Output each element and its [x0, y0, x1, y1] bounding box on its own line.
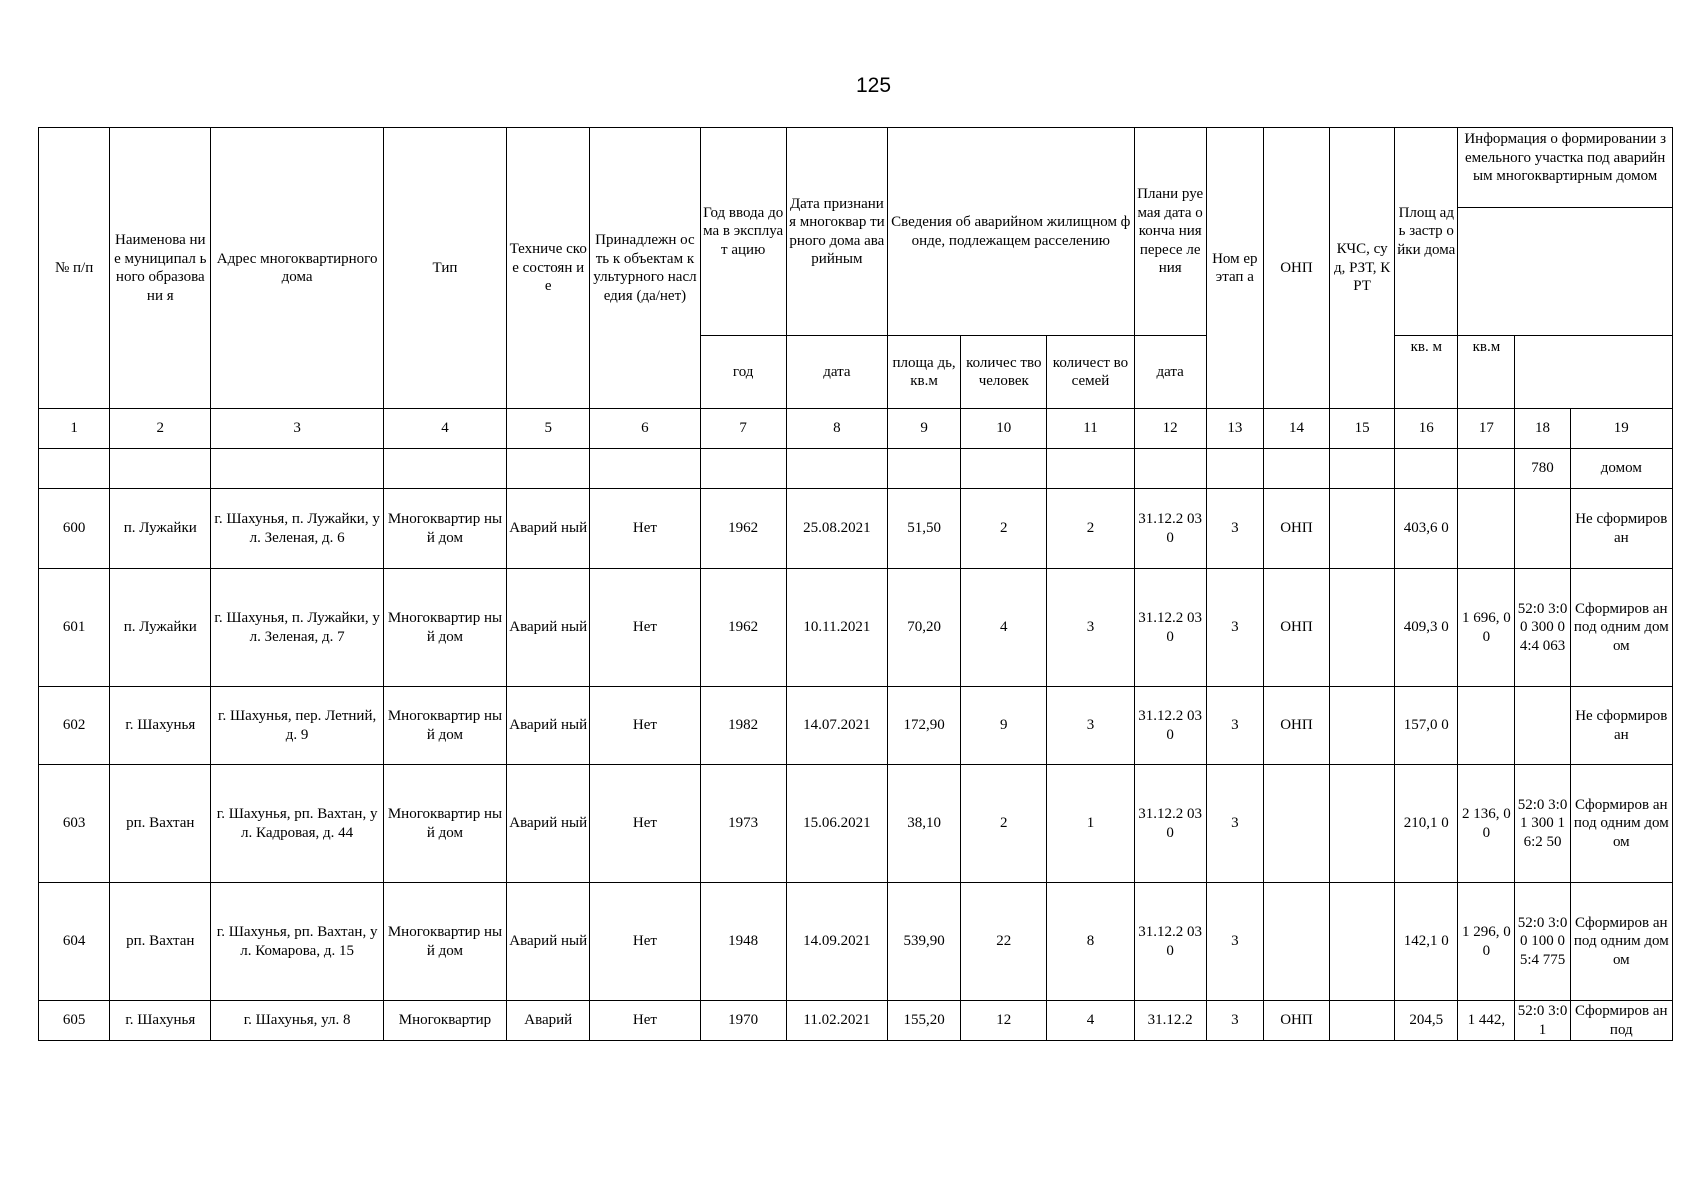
- table-cell-kchs: [1330, 765, 1395, 883]
- table-cell-people: 12: [961, 1001, 1047, 1041]
- table-cell-cadastre: 52:0 3:00 300 04:4 063: [1515, 569, 1570, 687]
- table-cell-plan-date: 31.12.2 030: [1134, 687, 1206, 765]
- table-cell-heritage: Нет: [590, 687, 700, 765]
- emergency-housing-table: [38, 127, 1673, 1041]
- table-cell-area: 172,90: [888, 687, 961, 765]
- column-number: 12: [1134, 409, 1206, 449]
- column-number: 18: [1515, 409, 1570, 449]
- table-cell-area: 51,50: [888, 489, 961, 569]
- table-cell-mo: рп. Вахтан: [110, 883, 211, 1001]
- header-cell: год: [700, 336, 786, 409]
- table-row: [39, 1001, 1673, 1041]
- table-cell-n: 603: [39, 765, 110, 883]
- table-cell-date: 25.08.2021: [786, 489, 887, 569]
- table-cell-area: 155,20: [888, 1001, 961, 1041]
- header-cell: Площ адь застр ойки дома: [1395, 128, 1458, 336]
- column-number: 6: [590, 409, 700, 449]
- column-number: 5: [507, 409, 590, 449]
- table-cell-n: 604: [39, 883, 110, 1001]
- table-cell-kchs: [1330, 569, 1395, 687]
- column-number: 4: [383, 409, 506, 449]
- table-cell-stage: 3: [1206, 1001, 1263, 1041]
- table-cell-heritage: Нет: [590, 489, 700, 569]
- table-cell-type: Многоквартир ный дом: [383, 489, 506, 569]
- header-cell: Наименова ние муниципал ьного образовани я: [110, 128, 211, 409]
- table-cell-people: 4: [961, 569, 1047, 687]
- header-row-1: [39, 128, 1673, 336]
- table-cell-people: 9: [961, 687, 1047, 765]
- table-cell-built-area: 409,3 0: [1395, 569, 1458, 687]
- table-cell-type: Многоквартир ный дом: [383, 883, 506, 1001]
- table-cell-address: г. Шахунья, п. Лужайки, ул. Зеленая, д. 7: [211, 569, 383, 687]
- table-cell-people: 2: [961, 765, 1047, 883]
- page-number: 125: [855, 74, 892, 97]
- header-cell: дата: [1134, 336, 1206, 409]
- column-number: 2: [110, 409, 211, 449]
- table-cell-kchs: [1330, 489, 1395, 569]
- table-cell-land-area: [1458, 687, 1515, 765]
- table-cell-year: 1982: [700, 687, 786, 765]
- table-cell-heritage: Нет: [590, 883, 700, 1001]
- table-cell-n: 605: [39, 1001, 110, 1041]
- table-cell-onp: [1263, 765, 1329, 883]
- table-cell-cadastre: 52:0 3:00 100 05:4 775: [1515, 883, 1570, 1001]
- table-cell-people: 22: [961, 883, 1047, 1001]
- header-cell: кв. м: [1395, 336, 1458, 409]
- table-cell-cadastre: 52:0 3:01 300 16:2 50: [1515, 765, 1570, 883]
- table-cell-heritage: Нет: [590, 1001, 700, 1041]
- column-number: 15: [1330, 409, 1395, 449]
- table-cell-address: г. Шахунья, ул. 8: [211, 1001, 383, 1041]
- table-cell-families: 4: [1047, 1001, 1134, 1041]
- table-cell-area: 539,90: [888, 883, 961, 1001]
- column-number: 1: [39, 409, 110, 449]
- header-cell: Информация о формировании земельного участка под аварийным многоквартирным домом: [1458, 128, 1672, 208]
- table-cell-date: 15.06.2021: [786, 765, 887, 883]
- table-cell-land-status: Не сформиров ан: [1570, 489, 1672, 569]
- header-cell: кв.м: [1458, 336, 1515, 409]
- table-cell-n: 601: [39, 569, 110, 687]
- column-number: 16: [1395, 409, 1458, 449]
- table-row: [39, 765, 1673, 883]
- table-cell-built-area: 157,0 0: [1395, 687, 1458, 765]
- table-cell-stage: 3: [1206, 883, 1263, 1001]
- table-cell-state: Аварий: [507, 1001, 590, 1041]
- continuation-row: [39, 449, 1673, 489]
- table-cell-plan-date: 31.12.2 030: [1134, 569, 1206, 687]
- table-cell-mo: рп. Вахтан: [110, 765, 211, 883]
- table-cell-n: 600: [39, 489, 110, 569]
- header-cell: ОНП: [1263, 128, 1329, 409]
- table-cell-land-area: [1458, 489, 1515, 569]
- table-cell-date: 10.11.2021: [786, 569, 887, 687]
- table-cell-type: Многоквартир: [383, 1001, 506, 1041]
- table-cell-mo: п. Лужайки: [110, 569, 211, 687]
- table-cell-date: 14.07.2021: [786, 687, 887, 765]
- table-cell-kchs: [1330, 687, 1395, 765]
- table-cell-heritage: Нет: [590, 765, 700, 883]
- table-cell-address: г. Шахунья, рп. Вахтан, ул. Комарова, д. 15: [211, 883, 383, 1001]
- table-cell-families: 2: [1047, 489, 1134, 569]
- table-cell-land-area: 1 296, 00: [1458, 883, 1515, 1001]
- header-cell: Принадлежн ость к объектам культурного наследия (да/нет): [590, 128, 700, 409]
- header-cell: Ном ер этап а: [1206, 128, 1263, 409]
- table-cell-cadastre: [1515, 687, 1570, 765]
- table-cell-people: 2: [961, 489, 1047, 569]
- header-cell-spacer: [1515, 336, 1673, 409]
- table-cell-plan-date: 31.12.2 030: [1134, 883, 1206, 1001]
- header-cell: КЧС, суд, РЗТ, КРТ: [1330, 128, 1395, 409]
- header-cell: Дата признания многоквар тирного дома аварийным: [786, 128, 887, 336]
- table-cell-stage: 3: [1206, 687, 1263, 765]
- header-cell: Год ввода дома в эксплуат ацию: [700, 128, 786, 336]
- table-cell-state: Аварий ный: [507, 489, 590, 569]
- table-cell-type: Многоквартир ный дом: [383, 765, 506, 883]
- table-cell-state: Аварий ный: [507, 883, 590, 1001]
- table-cell-n: 602: [39, 687, 110, 765]
- column-number: 10: [961, 409, 1047, 449]
- table-cell-address: г. Шахунья, рп. Вахтан, ул. Кадровая, д. 44: [211, 765, 383, 883]
- table-cell-type: Многоквартир ный дом: [383, 569, 506, 687]
- table-cell-families: 8: [1047, 883, 1134, 1001]
- table-cell-mo: п. Лужайки: [110, 489, 211, 569]
- table-cell-year: 1948: [700, 883, 786, 1001]
- table-cell-state: Аварий ный: [507, 765, 590, 883]
- column-number: 13: [1206, 409, 1263, 449]
- table-cell-area: 70,20: [888, 569, 961, 687]
- header-cell: количес тво человек: [961, 336, 1047, 409]
- land-info-group: [1458, 128, 1673, 336]
- column-number: 3: [211, 409, 383, 449]
- header-cell: Плани руемая дата оконча ния пересе ления: [1134, 128, 1206, 336]
- table-cell-date: 11.02.2021: [786, 1001, 887, 1041]
- header-cell: Тип: [383, 128, 506, 409]
- table-cell-built-area: 142,1 0: [1395, 883, 1458, 1001]
- table-cell-stage: 3: [1206, 765, 1263, 883]
- table-cell-address: г. Шахунья, п. Лужайки, ул. Зеленая, д. 6: [211, 489, 383, 569]
- table-cell-state: Аварий ный: [507, 569, 590, 687]
- table-cell-onp: [1263, 883, 1329, 1001]
- header-cell: Адрес многоквартирного дома: [211, 128, 383, 409]
- table-cell-mo: г. Шахунья: [110, 687, 211, 765]
- table-cell-kchs: [1330, 1001, 1395, 1041]
- table-cell-mo: г. Шахунья: [110, 1001, 211, 1041]
- table-row: [39, 883, 1673, 1001]
- header-cell: количест во семей: [1047, 336, 1134, 409]
- table-cell-families: 1: [1047, 765, 1134, 883]
- table-row: [39, 687, 1673, 765]
- table-cell-onp: ОНП: [1263, 1001, 1329, 1041]
- table-cell-onp: ОНП: [1263, 489, 1329, 569]
- table-cell-built-area: 403,6 0: [1395, 489, 1458, 569]
- table-cell-families: 3: [1047, 569, 1134, 687]
- table-cell-cadastre: 52:0 3:01: [1515, 1001, 1570, 1041]
- column-number: 7: [700, 409, 786, 449]
- table-cell-land-status: Сформиров ан под одним домом: [1570, 883, 1672, 1001]
- header-cell: Техниче ское состоян ие: [507, 128, 590, 409]
- table-cell-land-status: Не сформиров ан: [1570, 687, 1672, 765]
- table-cell-onp: ОНП: [1263, 569, 1329, 687]
- table-cell-families: 3: [1047, 687, 1134, 765]
- header-cell: дата: [786, 336, 887, 409]
- header-cell: Сведения об аварийном жилищном фонде, подлежащем расселению: [888, 128, 1135, 336]
- table-cell-kchs: [1330, 883, 1395, 1001]
- table-cell-plan-date: 31.12.2 030: [1134, 489, 1206, 569]
- column-number: 19: [1570, 409, 1672, 449]
- table-cell-cadastre: [1515, 489, 1570, 569]
- table-cell-stage: 3: [1206, 569, 1263, 687]
- table-cell-area: 38,10: [888, 765, 961, 883]
- table-cell-plan-date: 31.12.2: [1134, 1001, 1206, 1041]
- column-number: 9: [888, 409, 961, 449]
- table-cell-year: 1962: [700, 569, 786, 687]
- column-number: 8: [786, 409, 887, 449]
- table-cell-year: 1962: [700, 489, 786, 569]
- table-cell-year: 1973: [700, 765, 786, 883]
- table-cell-year: 1970: [700, 1001, 786, 1041]
- table-row: [39, 489, 1673, 569]
- table-cell-built-area: 204,5: [1395, 1001, 1458, 1041]
- table-row: [39, 569, 1673, 687]
- table-cell: домом: [1570, 449, 1672, 489]
- header-cell: № п/п: [39, 128, 110, 409]
- table-cell-land-area: 1 696, 00: [1458, 569, 1515, 687]
- table-cell: 780: [1515, 449, 1570, 489]
- table-cell-plan-date: 31.12.2 030: [1134, 765, 1206, 883]
- table-cell-type: Многоквартир ный дом: [383, 687, 506, 765]
- header-cell: площа дь, кв.м: [888, 336, 961, 409]
- table-cell-onp: ОНП: [1263, 687, 1329, 765]
- table-cell-land-status: Сформиров ан под одним домом: [1570, 765, 1672, 883]
- table-cell-land-status: Сформиров ан под: [1570, 1001, 1672, 1041]
- table-cell-land-area: 1 442,: [1458, 1001, 1515, 1041]
- table-cell-built-area: 210,1 0: [1395, 765, 1458, 883]
- column-number: 17: [1458, 409, 1515, 449]
- table-cell-land-area: 2 136, 00: [1458, 765, 1515, 883]
- table-cell-stage: 3: [1206, 489, 1263, 569]
- column-number: 14: [1263, 409, 1329, 449]
- table-cell-heritage: Нет: [590, 569, 700, 687]
- table-cell-land-status: Сформиров ан под одним домом: [1570, 569, 1672, 687]
- column-number-row: [39, 409, 1673, 449]
- table-cell-address: г. Шахунья, пер. Летний, д. 9: [211, 687, 383, 765]
- table-cell-date: 14.09.2021: [786, 883, 887, 1001]
- column-number: 11: [1047, 409, 1134, 449]
- table-cell-state: Аварий ный: [507, 687, 590, 765]
